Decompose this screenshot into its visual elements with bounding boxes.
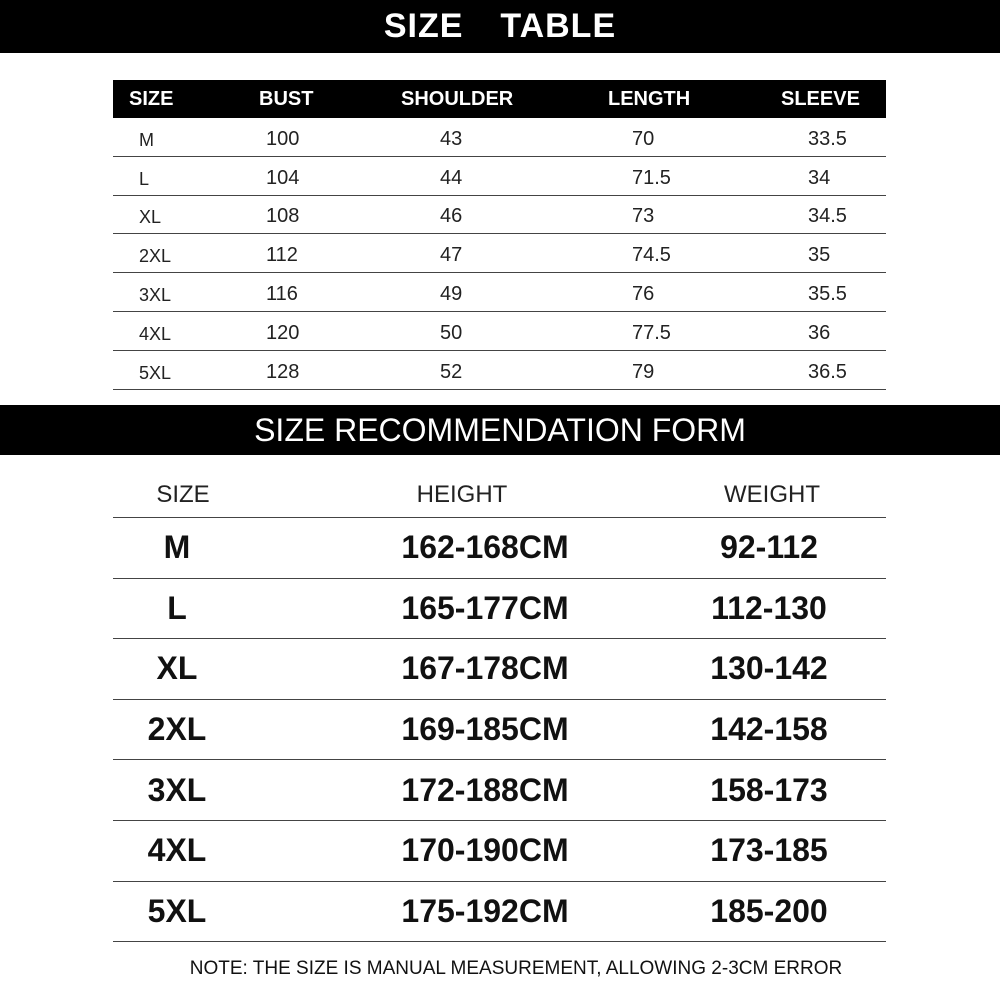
size-recommendation-cell: 167-178CM [401,650,569,687]
size-table-cell: 76 [632,282,655,305]
size-table-cell: 77.5 [632,321,671,344]
size-recommendation-header [113,472,886,518]
size-table-cell: 44 [440,166,463,189]
size-table-cell: 36.5 [808,360,847,383]
size-table-header-cell: BUST [259,87,314,110]
size-table-cell: 35 [808,244,831,267]
size-recommendation-header-cell: SIZE [156,480,210,508]
size-table-header [113,80,886,118]
size-recommendation-cell: 169-185CM [401,711,569,748]
size-recommendation-cell: 5XL [147,892,207,929]
size-table-cell: 5XL [139,362,172,383]
size-recommendation-cell: 92-112 [720,529,818,566]
size-table-cell: M [139,129,154,150]
size-table-cell: 74.5 [632,244,671,267]
size-table-header-cell: SHOULDER [401,87,514,110]
size-recommendation-cell: 4XL [147,832,207,869]
size-table-row [113,273,886,312]
size-recommendation-cell: 158-173 [710,771,828,808]
size-recommendation-cell: 170-190CM [401,832,569,869]
measurement-note: NOTE: THE SIZE IS MANUAL MEASUREMENT, ALLOWING 2-3CM ERROR [189,958,843,979]
size-table-cell: 100 [266,127,300,150]
size-table [113,80,886,390]
size-recommendation-row [113,579,886,640]
size-recommendation-header-cell: WEIGHT [724,480,820,508]
size-recommendation-cell: 142-158 [710,711,828,748]
size-recommendation-cell: 130-142 [710,650,828,687]
size-recommendation-cell: 175-192CM [401,892,569,929]
size-table-cell: 104 [266,166,300,189]
size-table-cell: 79 [632,360,655,383]
size-table-header-cell: SIZE [129,87,174,110]
size-table-row [113,234,886,273]
size-recommendation-row [113,760,886,821]
size-table-cell: 46 [440,205,463,228]
size-recommendation-cell: XL [156,650,198,687]
size-table-cell: 116 [266,282,298,305]
size-table-cell: 47 [440,244,463,267]
size-table-row [113,312,886,351]
size-recommendation-row [113,882,886,943]
size-table-cell: 33.5 [808,127,847,150]
size-table-cell: 71.5 [632,166,671,189]
size-table-cell: 49 [440,282,463,305]
size-recommendation-header-cell: HEIGHT [416,480,508,508]
size-table-cell: L [139,168,150,189]
size-table-cell: 2XL [139,246,172,267]
size-recommendation-cell: M [163,529,191,566]
size-recommendation-title: SIZE RECOMMENDATION FORM [254,411,746,448]
size-recommendation-row [113,639,886,700]
size-table-cell: 4XL [139,323,172,344]
size-table-cell: 50 [440,321,463,344]
size-table-row [113,157,886,196]
size-recommendation-row [113,518,886,579]
size-recommendation-row [113,700,886,761]
size-table-banner [0,0,1000,53]
size-recommendation-cell: 172-188CM [401,771,569,808]
size-table-cell: 70 [632,127,655,150]
size-recommendation-cell: 185-200 [710,892,828,929]
size-table-cell: 52 [440,360,463,383]
size-table-row [113,196,886,235]
size-recommendation-banner [0,405,1000,455]
size-recommendation-cell: 162-168CM [401,529,569,566]
size-table-cell: 128 [266,360,300,383]
size-table-cell: 108 [266,205,300,228]
size-table-cell: 120 [266,321,300,344]
size-recommendation-cell: 173-185 [710,832,828,869]
size-table-title: SIZE TABLE [383,7,617,45]
size-recommendation-row [113,821,886,882]
size-table-cell: 35.5 [808,282,847,305]
size-recommendation-cell: 112-130 [711,589,827,626]
size-table-row [113,351,886,390]
size-recommendation-cell: L [167,589,187,626]
size-recommendation-table [113,472,886,942]
size-table-cell: 34.5 [808,205,847,228]
size-table-cell: 36 [808,321,831,344]
size-recommendation-cell: 165-177CM [401,589,569,626]
size-recommendation-cell: 2XL [147,711,207,748]
size-table-row [113,118,886,157]
size-table-cell: 73 [632,205,655,228]
size-table-cell: XL [139,207,162,228]
size-table-cell: 3XL [139,284,172,305]
size-recommendation-cell: 3XL [147,771,207,808]
size-table-cell: 34 [808,166,831,189]
size-table-cell: 43 [440,127,463,150]
size-table-header-cell: SLEEVE [781,87,860,110]
size-table-cell: 112 [266,244,298,267]
size-table-header-cell: LENGTH [608,87,691,110]
